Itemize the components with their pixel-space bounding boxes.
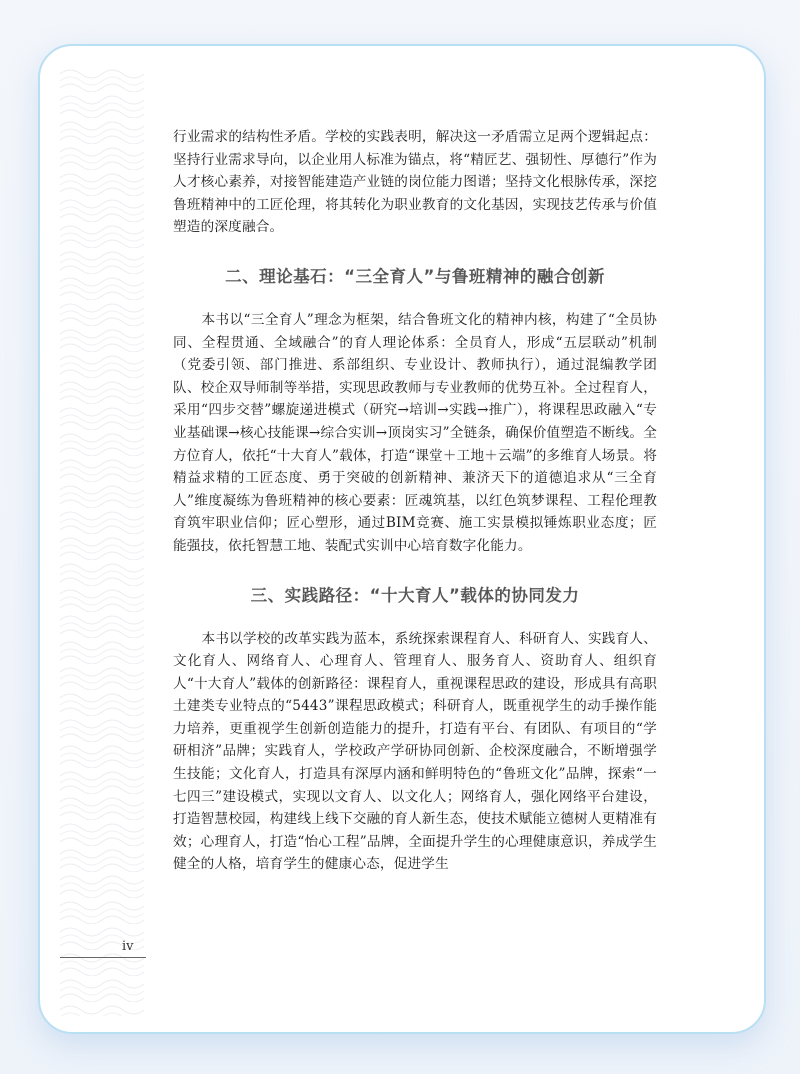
paragraph-3: 本书以学校的改革实践为蓝本，系统探索课程育人、科研育人、实践育人、文化育人、网络育人、心理育人、管理育人、服务育人、资助育人、组织育人“十大育人”载体的创新路径：课程育人，重视课程思政的建设，形成具有高职土建类专业特点的“5443”课程思政模式；科研育人，既重视学生的动手操作能力培养，更重视学生创新创造能力的提升，打造有平台、有团队、有项目的“学研相济”品牌；实践育人，学校政产学研协同创新、企校深度融合，不断增强学生技能；文化育人，打造具有深厚内涵和鲜明特色的“鲁班文化”品牌，探索“一七四三”建设模式，实现以文育人、以文化人；网络育人，强化网络平台建设，打造智慧校园，构建线上线下交融的育人新生态，使技术赋能立德树人更精准有效；心理育人，打造“怡心工程”品牌，全面提升学生的心理健康意识，养成学生健全的人格，培育学生的健康心态，促进学生 bbox=[173, 630, 657, 873]
wave-pattern-decoration bbox=[60, 66, 144, 1016]
page-number-rule bbox=[60, 957, 146, 958]
paragraph-2: 本书以“三全育人”理念为框架，结合鲁班文化的精神内核，构建了“全员协同、全程贯通、全域融合”的育人理论体系：全员育人，形成“五层联动”机制（党委引领、部门推进、系部组织、专业设计、教师执行），通过混编教学团队、校企双导师制等举措，实现思政教师与专业教师的优势互补。全过程育人，采用“四步交替”螺旋递进模式（研究→培训→实践→推广），将课程思政融入“专业基础课→核心技能课→综合实训→顶岗实习”全链条，确保价值塑造不断线。全方位育人，依托“十大育人”载体，打造“课堂＋工地＋云端”的多维育人场景。将精益求精的工匠态度、勇于突破的创新精神、兼济天下的道德追求从“三全育人”维度凝练为鲁班精神的核心要素：匠魂筑基，以红色筑梦课程、工程伦理教育筑牢职业信仰；匠心塑形，通过BIM竞赛、施工实景模拟锤炼职业态度；匠能强技，依托智慧工地、装配式实训中心培育数字化能力。 bbox=[173, 311, 657, 554]
section-heading-2: 二、理论基石：“三全育人”与鲁班精神的融合创新 bbox=[225, 266, 605, 286]
section-heading-3: 三、实践路径：“十大育人”载体的协同发力 bbox=[250, 585, 580, 605]
paragraph-1: 行业需求的结构性矛盾。学校的实践表明，解决这一矛盾需立足两个逻辑起点：坚持行业需求导向，以企业用人标准为锚点，将“精匠艺、强韧性、厚德行”作为人才核心素养，对接智能建造产业链的岗位能力图谱；坚持文化根脉传承，深挖鲁班精神中的工匠伦理，将其转化为职业教育的文化基因，实现技艺传承与价值塑造的深度融合。 bbox=[173, 129, 657, 236]
page-card bbox=[38, 44, 766, 1034]
page-number: iv bbox=[122, 939, 134, 954]
page-content bbox=[173, 126, 657, 876]
